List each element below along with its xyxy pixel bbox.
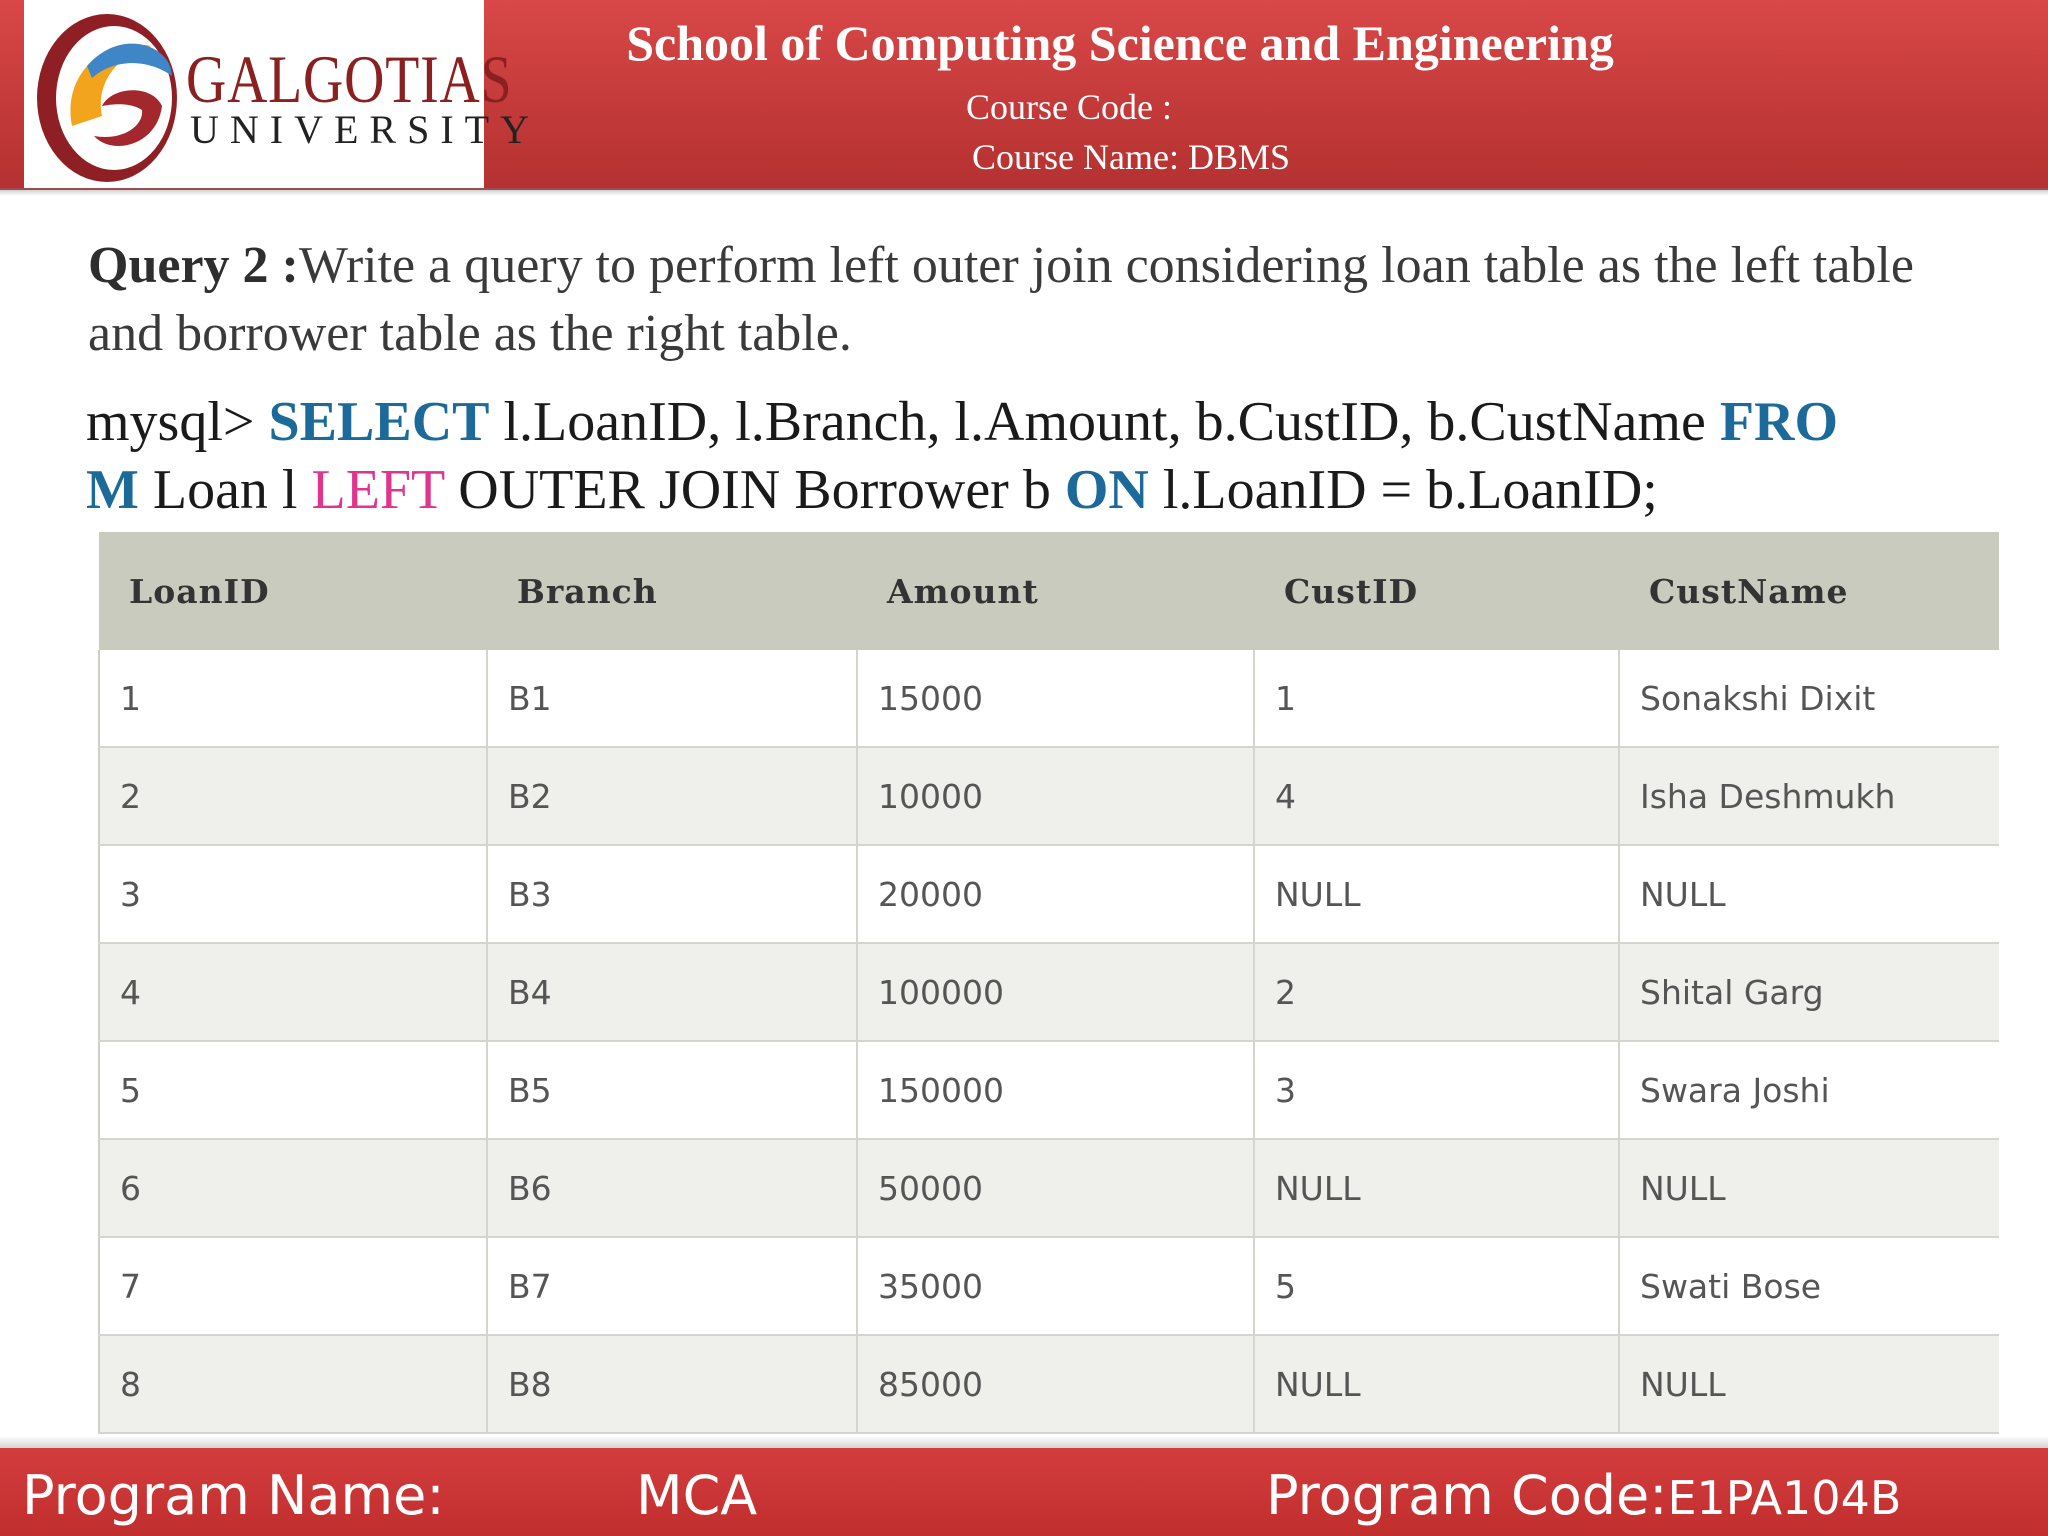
cell-loanid: 7: [99, 1237, 487, 1335]
cell-custname: Shital Garg: [1619, 943, 1999, 1041]
table-row: [99, 1041, 1999, 1139]
cell-loanid: 1: [99, 650, 487, 747]
sql-keyword-from-part1: FRO: [1719, 391, 1839, 453]
cell-custname: Isha Deshmukh: [1619, 747, 1999, 845]
sql-columns: l.LoanID, l.Branch, l.Amount, b.CustID, b.CustName: [489, 391, 1720, 453]
course-name: Course Name: DBMS: [972, 137, 1290, 177]
sql-join: OUTER JOIN Borrower b: [444, 459, 1065, 521]
logo-university-sub: UNIVERSITY: [190, 107, 540, 152]
result-table-container: [98, 532, 1998, 1432]
cell-amount: 20000: [857, 845, 1254, 943]
cell-branch: B3: [487, 845, 857, 943]
query-label: Query 2 :: [88, 237, 299, 294]
sql-statement: [86, 388, 1986, 524]
cell-amount: 85000: [857, 1335, 1254, 1433]
cell-amount: 35000: [857, 1237, 1254, 1335]
table-row: [99, 1335, 1999, 1433]
slide-footer: [0, 1448, 2048, 1536]
table-row: [99, 1139, 1999, 1237]
query-text: Write a query to perform left outer join considering loan table as the left table and borrower table as the right table.: [88, 237, 1914, 362]
cell-custid: 2: [1254, 943, 1619, 1041]
column-header-custid: CustID: [1254, 532, 1619, 650]
program-name-label: Program Name:: [22, 1464, 445, 1527]
cell-custid: 3: [1254, 1041, 1619, 1139]
cell-loanid: 6: [99, 1139, 487, 1237]
column-header-branch: Branch: [487, 532, 857, 650]
column-header-custname: CustName: [1619, 532, 1999, 650]
program-code: [1266, 1464, 1901, 1527]
cell-amount: 50000: [857, 1139, 1254, 1237]
cell-amount: 10000: [857, 747, 1254, 845]
cell-custid: NULL: [1254, 1139, 1619, 1237]
column-header-loanid: LoanID: [99, 532, 487, 650]
table-header-row: [99, 532, 1999, 650]
cell-custid: 5: [1254, 1237, 1619, 1335]
cell-custid: NULL: [1254, 1335, 1619, 1433]
program-code-value: E1PA104B: [1667, 1471, 1902, 1525]
cell-branch: B1: [487, 650, 857, 747]
sql-keyword-select: SELECT: [268, 391, 490, 453]
cell-loanid: 3: [99, 845, 487, 943]
course-code: Course Code :: [966, 87, 1172, 127]
cell-amount: 15000: [857, 650, 1254, 747]
header-shadow: [0, 188, 2048, 196]
cell-custname: Sonakshi Dixit: [1619, 650, 1999, 747]
program-name-value: MCA: [636, 1464, 758, 1527]
school-title: School of Computing Science and Engineering: [626, 15, 1614, 71]
cell-branch: B8: [487, 1335, 857, 1433]
galgotias-logo-icon: [32, 6, 182, 184]
cell-custname: NULL: [1619, 845, 1999, 943]
cell-amount: 100000: [857, 943, 1254, 1041]
column-header-amount: Amount: [857, 532, 1254, 650]
cell-branch: B5: [487, 1041, 857, 1139]
query-description: [88, 232, 1938, 368]
table-row: [99, 747, 1999, 845]
sql-prompt: mysql>: [86, 391, 269, 453]
sql-condition: l.LoanID = b.LoanID;: [1148, 459, 1658, 521]
university-logo: [24, 0, 540, 188]
sql-table-loan: Loan l: [138, 459, 312, 521]
cell-custname: Swara Joshi: [1619, 1041, 1999, 1139]
cell-custid: 4: [1254, 747, 1619, 845]
cell-loanid: 5: [99, 1041, 487, 1139]
sql-keyword-from-part2: M: [86, 459, 139, 521]
table-row: [99, 650, 1999, 747]
sql-keyword-left: LEFT: [311, 459, 445, 521]
cell-custid: 1: [1254, 650, 1619, 747]
table-row: [99, 845, 1999, 943]
cell-custname: Swati Bose: [1619, 1237, 1999, 1335]
cell-custid: NULL: [1254, 845, 1619, 943]
table-row: [99, 943, 1999, 1041]
cell-amount: 150000: [857, 1041, 1254, 1139]
cell-branch: B6: [487, 1139, 857, 1237]
cell-custname: NULL: [1619, 1335, 1999, 1433]
program-code-label: Program Code:: [1266, 1464, 1668, 1527]
cell-branch: B2: [487, 747, 857, 845]
cell-loanid: 4: [99, 943, 487, 1041]
cell-branch: B4: [487, 943, 857, 1041]
sql-keyword-on: ON: [1064, 459, 1149, 521]
cell-loanid: 2: [99, 747, 487, 845]
cell-custname: NULL: [1619, 1139, 1999, 1237]
result-table: [98, 532, 1999, 1434]
cell-branch: B7: [487, 1237, 857, 1335]
logo-university-name: GALGOTIAS: [186, 41, 513, 117]
footer-shadow: [0, 1436, 2048, 1448]
table-row: [99, 1237, 1999, 1335]
cell-loanid: 8: [99, 1335, 487, 1433]
